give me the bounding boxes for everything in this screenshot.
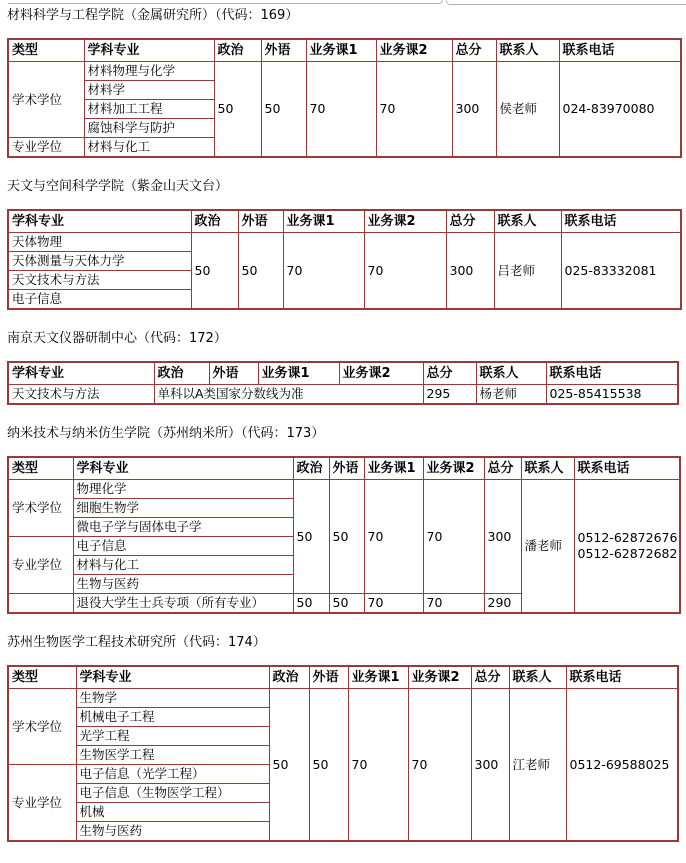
subject-cell: 天体测量与天体力学 (8, 252, 191, 271)
course1-score-cell: 70 (364, 594, 423, 614)
score-table (7, 361, 679, 405)
contact-name-cell: 侯老师 (496, 62, 559, 158)
degree-type-cell: 专业学位 (8, 765, 76, 842)
column-header-contact-name: 联系人 (496, 39, 559, 62)
course2-score-cell: 70 (376, 62, 452, 158)
column-header-contact-phone: 联系电话 (561, 210, 681, 233)
score-table (7, 665, 679, 842)
degree-type-cell: 专业学位 (8, 537, 73, 594)
subject-cell: 光学工程 (76, 727, 269, 746)
column-header-degree-type: 类型 (8, 457, 73, 480)
column-header-politics-score: 政治 (293, 457, 329, 480)
contact-name-cell: 江老师 (509, 689, 566, 842)
foreign-language-score-cell: 50 (238, 233, 283, 310)
column-header-subject: 学科专业 (84, 39, 214, 62)
column-header-foreign-language-score: 外语 (209, 362, 258, 385)
column-header-foreign-language-score: 外语 (238, 210, 283, 233)
header-row (8, 39, 681, 62)
score-note-cell: 单科以A类国家分数线为准 (154, 385, 423, 405)
column-header-subject: 学科专业 (8, 362, 154, 385)
section-title: 纳米技术与纳米仿生学院（苏州纳米所）（代码：173） (7, 426, 325, 441)
total-score-cell: 300 (484, 480, 521, 594)
clipped-table-edge-left (8, 0, 443, 4)
column-header-total-score: 总分 (452, 39, 496, 62)
subject-cell: 材料学 (84, 81, 214, 100)
subject-cell: 腐蚀科学与防护 (84, 119, 214, 138)
course1-score-cell: 70 (364, 480, 423, 594)
phone-line: 0512-62872676 (577, 530, 678, 545)
column-header-politics-score: 政治 (269, 666, 309, 689)
politics-score-cell: 50 (214, 62, 261, 158)
column-header-contact-phone: 联系电话 (574, 457, 680, 480)
subject-cell: 物理化学 (73, 480, 293, 499)
header-row (8, 457, 680, 480)
table-row (8, 233, 681, 252)
table-row (8, 385, 678, 405)
degree-type-cell: 学术学位 (8, 480, 73, 537)
subject-cell: 天文技术与方法 (8, 385, 154, 405)
score-table (7, 38, 682, 158)
header-row (8, 362, 678, 385)
course2-score-cell: 70 (423, 594, 484, 614)
subject-cell: 生物学 (76, 689, 269, 708)
column-header-course1-score: 业务课1 (364, 457, 423, 480)
degree-type-cell: 专业学位 (8, 138, 84, 158)
header-row (8, 210, 681, 233)
column-header-foreign-language-score: 外语 (329, 457, 364, 480)
subject-cell: 材料加工工程 (84, 100, 214, 119)
degree-type-cell (8, 594, 73, 614)
course2-score-cell: 70 (408, 689, 471, 842)
score-table (7, 209, 682, 310)
foreign-language-score-cell: 50 (329, 594, 364, 614)
total-score-cell: 290 (484, 594, 521, 614)
column-header-course1-score: 业务课1 (306, 39, 376, 62)
section (7, 8, 683, 158)
column-header-course2-score: 业务课2 (423, 457, 484, 480)
column-header-contact-name: 联系人 (476, 362, 546, 385)
column-header-subject: 学科专业 (73, 457, 293, 480)
table-row (8, 689, 678, 708)
foreign-language-score-cell: 50 (309, 689, 348, 842)
column-header-course1-score: 业务课1 (258, 362, 339, 385)
column-header-politics-score: 政治 (214, 39, 261, 62)
subject-cell: 机械 (76, 803, 269, 822)
column-header-course2-score: 业务课2 (408, 666, 471, 689)
subject-cell: 机械电子工程 (76, 708, 269, 727)
course1-score-cell: 70 (348, 689, 408, 842)
column-header-subject: 学科专业 (76, 666, 269, 689)
degree-type-cell: 学术学位 (8, 62, 84, 138)
subject-cell: 材料与化工 (84, 138, 214, 158)
column-header-subject: 学科专业 (8, 210, 191, 233)
course2-score-cell: 70 (423, 480, 484, 594)
contact-name-cell: 杨老师 (476, 385, 546, 405)
column-header-total-score: 总分 (471, 666, 509, 689)
column-header-foreign-language-score: 外语 (261, 39, 306, 62)
column-header-contact-name: 联系人 (494, 210, 561, 233)
politics-score-cell: 50 (269, 689, 309, 842)
table-row (8, 480, 680, 499)
foreign-language-score-cell: 50 (329, 480, 364, 594)
section (7, 426, 683, 614)
column-header-course2-score: 业务课2 (376, 39, 452, 62)
column-header-contact-phone: 联系电话 (566, 666, 678, 689)
contact-name-cell: 潘老师 (521, 480, 574, 614)
subject-cell: 电子信息 (73, 537, 293, 556)
politics-score-cell: 50 (191, 233, 238, 310)
section (7, 331, 683, 405)
foreign-language-score-cell: 50 (261, 62, 306, 158)
column-header-course2-score: 业务课2 (364, 210, 446, 233)
column-header-degree-type: 类型 (8, 39, 84, 62)
column-header-politics-score: 政治 (191, 210, 238, 233)
column-header-politics-score: 政治 (154, 362, 209, 385)
column-header-total-score: 总分 (423, 362, 476, 385)
subject-cell: 电子信息 (8, 290, 191, 310)
course1-score-cell: 70 (306, 62, 376, 158)
subject-cell: 生物医学工程 (76, 746, 269, 765)
column-header-contact-name: 联系人 (521, 457, 574, 480)
column-header-contact-phone: 联系电话 (559, 39, 681, 62)
header-row (8, 666, 678, 689)
contact-name-cell: 吕老师 (494, 233, 561, 310)
contact-phone-cell (574, 480, 680, 614)
course2-score-cell: 70 (364, 233, 446, 310)
column-header-course1-score: 业务课1 (283, 210, 364, 233)
subject-cell: 天文技术与方法 (8, 271, 191, 290)
section-title: 材料科学与工程学院（金属研究所）（代码：169） (7, 8, 299, 23)
clipped-table-edge-right (446, 0, 686, 5)
column-header-degree-type: 类型 (8, 666, 76, 689)
total-score-cell: 300 (446, 233, 494, 310)
column-header-foreign-language-score: 外语 (309, 666, 348, 689)
degree-type-cell: 学术学位 (8, 689, 76, 765)
subject-cell: 退役大学生士兵专项（所有专业） (73, 594, 293, 614)
total-score-cell: 300 (452, 62, 496, 158)
contact-phone-cell: 025-85415538 (546, 385, 678, 405)
phone-line: 0512-62872682 (577, 546, 678, 561)
table-row (8, 62, 681, 81)
score-table (7, 456, 681, 614)
course1-score-cell: 70 (283, 233, 364, 310)
subject-cell: 电子信息（光学工程） (76, 765, 269, 784)
contact-phone-cell: 024-83970080 (559, 62, 681, 158)
subject-cell: 生物与医药 (76, 822, 269, 842)
column-header-contact-name: 联系人 (509, 666, 566, 689)
column-header-total-score: 总分 (484, 457, 521, 480)
subject-cell: 微电子学与固体电子学 (73, 518, 293, 537)
subject-cell: 电子信息（生物医学工程） (76, 784, 269, 803)
document-body (7, 8, 683, 863)
total-score-cell: 295 (423, 385, 476, 405)
section-title: 南京天文仪器研制中心（代码：172） (7, 331, 227, 346)
contact-phone-cell: 025-83332081 (561, 233, 681, 310)
subject-cell: 生物与医药 (73, 575, 293, 594)
politics-score-cell: 50 (293, 594, 329, 614)
section-title: 天文与空间科学学院（紫金山天文台） (7, 179, 229, 194)
politics-score-cell: 50 (293, 480, 329, 594)
subject-cell: 材料与化工 (73, 556, 293, 575)
subject-cell: 材料物理与化学 (84, 62, 214, 81)
section-title: 苏州生物医学工程技术研究所（代码：174） (7, 635, 266, 650)
subject-cell: 天体物理 (8, 233, 191, 252)
section (7, 635, 683, 842)
column-header-contact-phone: 联系电话 (546, 362, 678, 385)
total-score-cell: 300 (471, 689, 509, 842)
column-header-course2-score: 业务课2 (339, 362, 423, 385)
contact-phone-cell: 0512-69588025 (566, 689, 678, 842)
column-header-course1-score: 业务课1 (348, 666, 408, 689)
column-header-total-score: 总分 (446, 210, 494, 233)
subject-cell: 细胞生物学 (73, 499, 293, 518)
section (7, 179, 683, 310)
